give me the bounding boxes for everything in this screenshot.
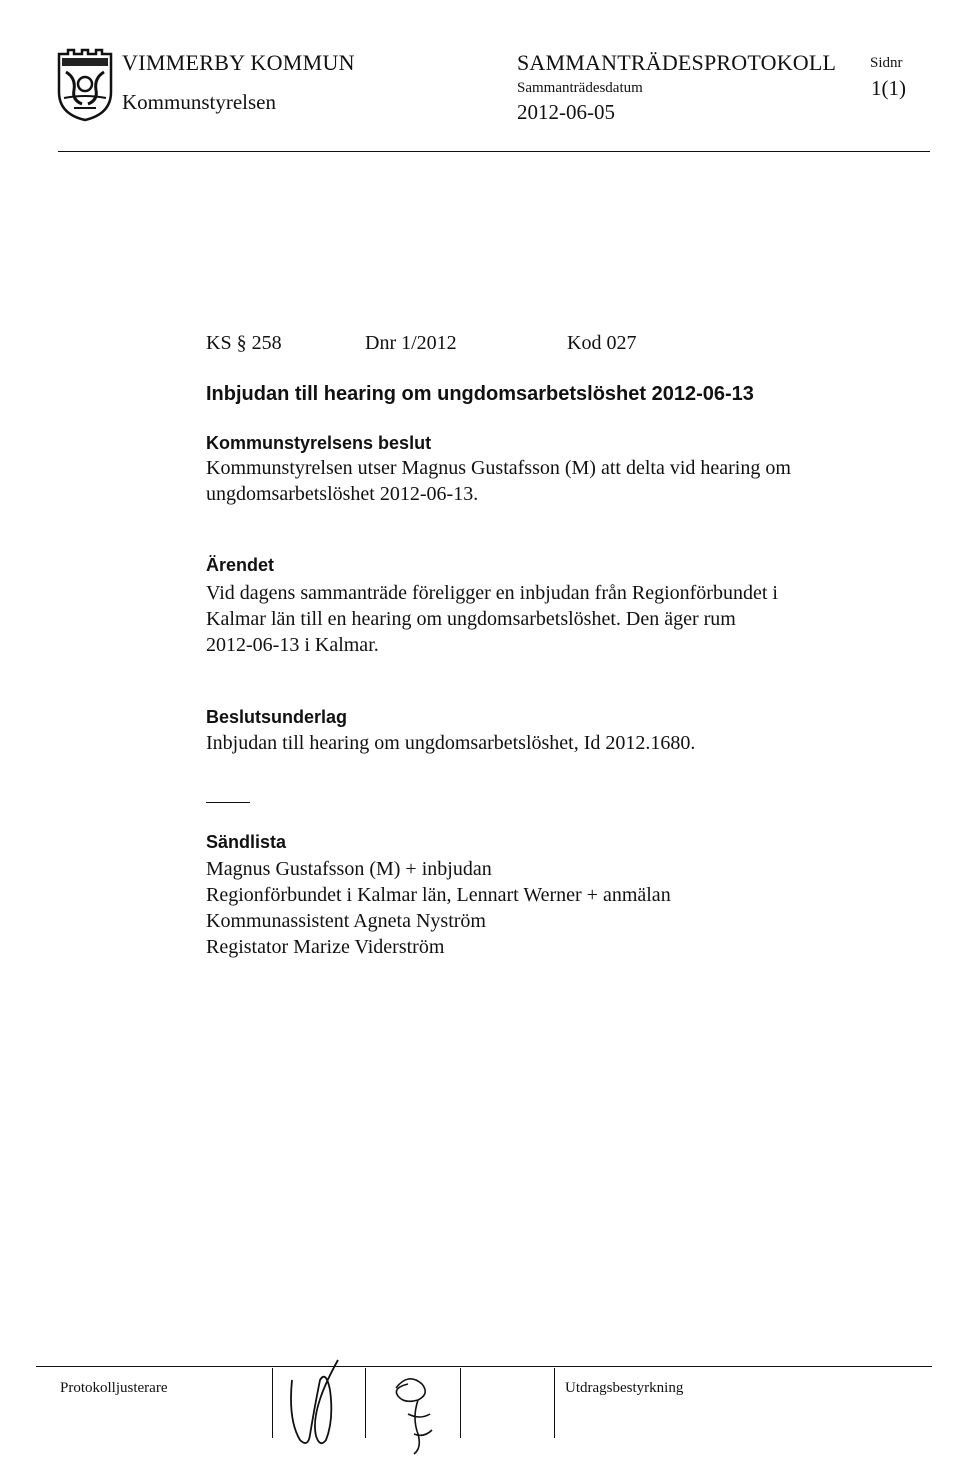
decision-line: Kommunstyrelsen utser Magnus Gustafsson (M) att delta vid hearing om: [206, 457, 791, 479]
diary-number: Dnr 1/2012: [365, 332, 457, 354]
case-text: [206, 580, 778, 658]
document-type: SAMMANTRÄDESPROTOKOLL: [517, 50, 837, 75]
distribution-item: Kommunassistent Agneta Nyström: [206, 910, 486, 932]
organization-unit: Kommunstyrelsen: [122, 90, 276, 114]
basis-heading: Beslutsunderlag: [206, 707, 348, 727]
footer-cell-divider: [554, 1368, 555, 1438]
organization-name: VIMMERBY KOMMUN: [122, 50, 355, 75]
signature-initials-icon: [280, 1340, 360, 1455]
distribution-list: [206, 856, 671, 960]
case-title: Inbjudan till hearing om ungdomsarbetslöshet 2012-06-13: [206, 383, 754, 405]
footer-cell-divider: [365, 1368, 366, 1438]
paragraph-number: KS § 258: [206, 332, 282, 354]
page-number: 1(1): [871, 76, 906, 100]
distribution-heading: Sändlista: [206, 832, 287, 852]
case-line: 2012-06-13 i Kalmar.: [206, 634, 379, 656]
page-number-label: Sidnr: [870, 55, 903, 71]
meeting-date-label: Sammanträdesdatum: [517, 80, 643, 96]
code-number: Kod 027: [567, 332, 637, 354]
footer-cell-divider: [272, 1368, 273, 1438]
distribution-item: Regionförbundet i Kalmar län, Lennart Werner + anmälan: [206, 884, 671, 906]
case-heading: Ärendet: [206, 555, 275, 575]
decision-text: [206, 455, 791, 507]
municipal-coat-of-arms-icon: [56, 48, 114, 122]
decision-line: ungdomsarbetslöshet 2012-06-13.: [206, 483, 479, 505]
basis-line: Inbjudan till hearing om ungdomsarbetslöshet, Id 2012.1680.: [206, 732, 696, 754]
decision-heading: Kommunstyrelsens beslut: [206, 433, 432, 453]
meeting-date: 2012-06-05: [517, 100, 615, 124]
distribution-item: Registator Marize Viderström: [206, 936, 445, 958]
extract-certification-label: Utdragsbestyrkning: [565, 1380, 684, 1396]
header-divider: [58, 151, 930, 152]
case-line: Kalmar län till en hearing om ungdomsarbetslöshet. Den äger rum: [206, 608, 736, 630]
separator-dash: [206, 802, 250, 803]
footer-cell-divider: [460, 1368, 461, 1438]
signatory-label: Protokolljusterare: [60, 1380, 168, 1396]
signature-initials-icon: [378, 1368, 448, 1458]
distribution-item: Magnus Gustafsson (M) + inbjudan: [206, 858, 492, 880]
basis-text: [206, 730, 695, 756]
footer-divider: [36, 1366, 932, 1367]
case-line: Vid dagens sammanträde föreligger en inbjudan från Regionförbundet i: [206, 582, 778, 604]
